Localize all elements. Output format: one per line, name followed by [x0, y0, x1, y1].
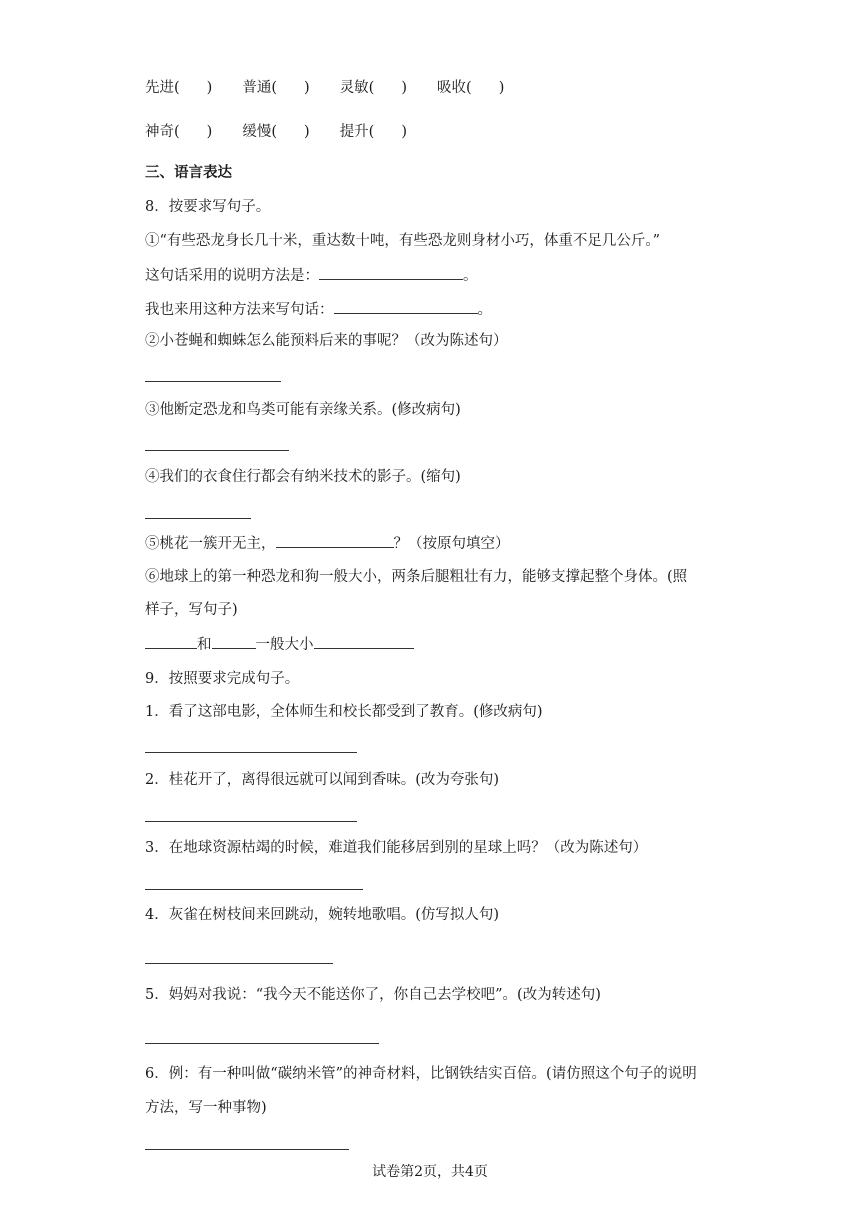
- q9-item-6-line-1: 6．例：有一种叫做“碳纳米管”的神奇材料，比钢铁结实百倍。(请仿照这个句子的说明: [145, 1066, 697, 1082]
- question-9-title: 9．按照要求完成句子。: [145, 671, 300, 687]
- q8-sentence-1: ①“有些恐龙身长几十米，重达数十吨，有些恐龙则身材小巧，体重不足几公斤。”: [145, 233, 661, 249]
- q8-method-prompt: 这句话采用的说明方法是： 。: [145, 265, 478, 286]
- q9-item-5: 5．妈妈对我说：“我今天不能送你了，你自己去学校吧”。(改为转述句): [145, 987, 601, 1003]
- answer-blank[interactable]: [212, 634, 256, 649]
- answer-line[interactable]: [145, 963, 333, 964]
- question-8-title: 8．按要求写句子。: [145, 199, 271, 215]
- antonym-row-1: [145, 78, 504, 98]
- q9-item-4: 4．灰雀在树枝间来回跳动，婉转地歌唱。(仿写拟人句): [145, 907, 500, 923]
- answer-line[interactable]: [145, 752, 357, 753]
- q9-item-3: 3．在地球资源枯竭的时候，难道我们能移居到别的星球上吗？（改为陈述句）: [145, 840, 648, 856]
- q8-sentence-6-line-1: ⑥地球上的第一种恐龙和狗一般大小，两条后腿粗壮有力，能够支撑起整个身体。(照: [145, 569, 688, 585]
- answer-blank[interactable]: [334, 299, 478, 314]
- page-footer: 试卷第2页，共4页: [372, 1164, 488, 1180]
- answer-line[interactable]: [145, 450, 289, 451]
- q8-sentence-6-line-2: 样子，写句子): [145, 602, 238, 618]
- q8-sentence-6-template: 和 一般大小: [145, 634, 414, 655]
- antonym-item: 灵敏( ): [339, 80, 408, 96]
- q8-sentence-2: ②小苍蝇和蜘蛛怎么能预料后来的事呢？（改为陈述句）: [145, 333, 508, 349]
- antonym-item: 普通( ): [242, 80, 310, 96]
- antonym-item: 吸收( ): [437, 80, 505, 96]
- antonym-item: 神奇( ): [145, 124, 213, 140]
- q8-sentence-3: ③他断定恐龙和鸟类可能有亲缘关系。(修改病句): [145, 402, 461, 418]
- q8-write-prompt: 我也来用这种方法来写句话： 。: [145, 299, 492, 320]
- answer-blank[interactable]: [319, 265, 463, 280]
- antonym-item: 提升( ): [339, 124, 408, 140]
- antonym-item: 缓慢( ): [242, 124, 310, 140]
- answer-blank[interactable]: [145, 634, 197, 649]
- section-title: 三、语言表达: [145, 164, 232, 181]
- answer-line[interactable]: [145, 1149, 349, 1150]
- q8-sentence-4: ④我们的衣食住行都会有纳米技术的影子。(缩句): [145, 469, 461, 485]
- antonym-item: 先进( ): [145, 80, 213, 96]
- q8-sentence-5: ⑤桃花一簇开无主， ？（按原句填空）: [145, 533, 510, 554]
- antonym-row-2: [145, 122, 407, 142]
- q9-item-2: 2．桂花开了，离得很远就可以闻到香味。(改为夸张句): [145, 772, 500, 788]
- answer-line[interactable]: [145, 518, 251, 519]
- q9-item-1: 1．看了这部电影，全体师生和校长都受到了教育。(修改病句): [145, 704, 543, 720]
- answer-line[interactable]: [145, 889, 363, 890]
- answer-blank[interactable]: [276, 533, 394, 548]
- answer-blank[interactable]: [314, 634, 414, 649]
- answer-line[interactable]: [145, 821, 357, 822]
- answer-line[interactable]: [145, 1043, 379, 1044]
- answer-line[interactable]: [145, 381, 281, 382]
- q9-item-6-line-2: 方法，写一种事物): [145, 1100, 267, 1116]
